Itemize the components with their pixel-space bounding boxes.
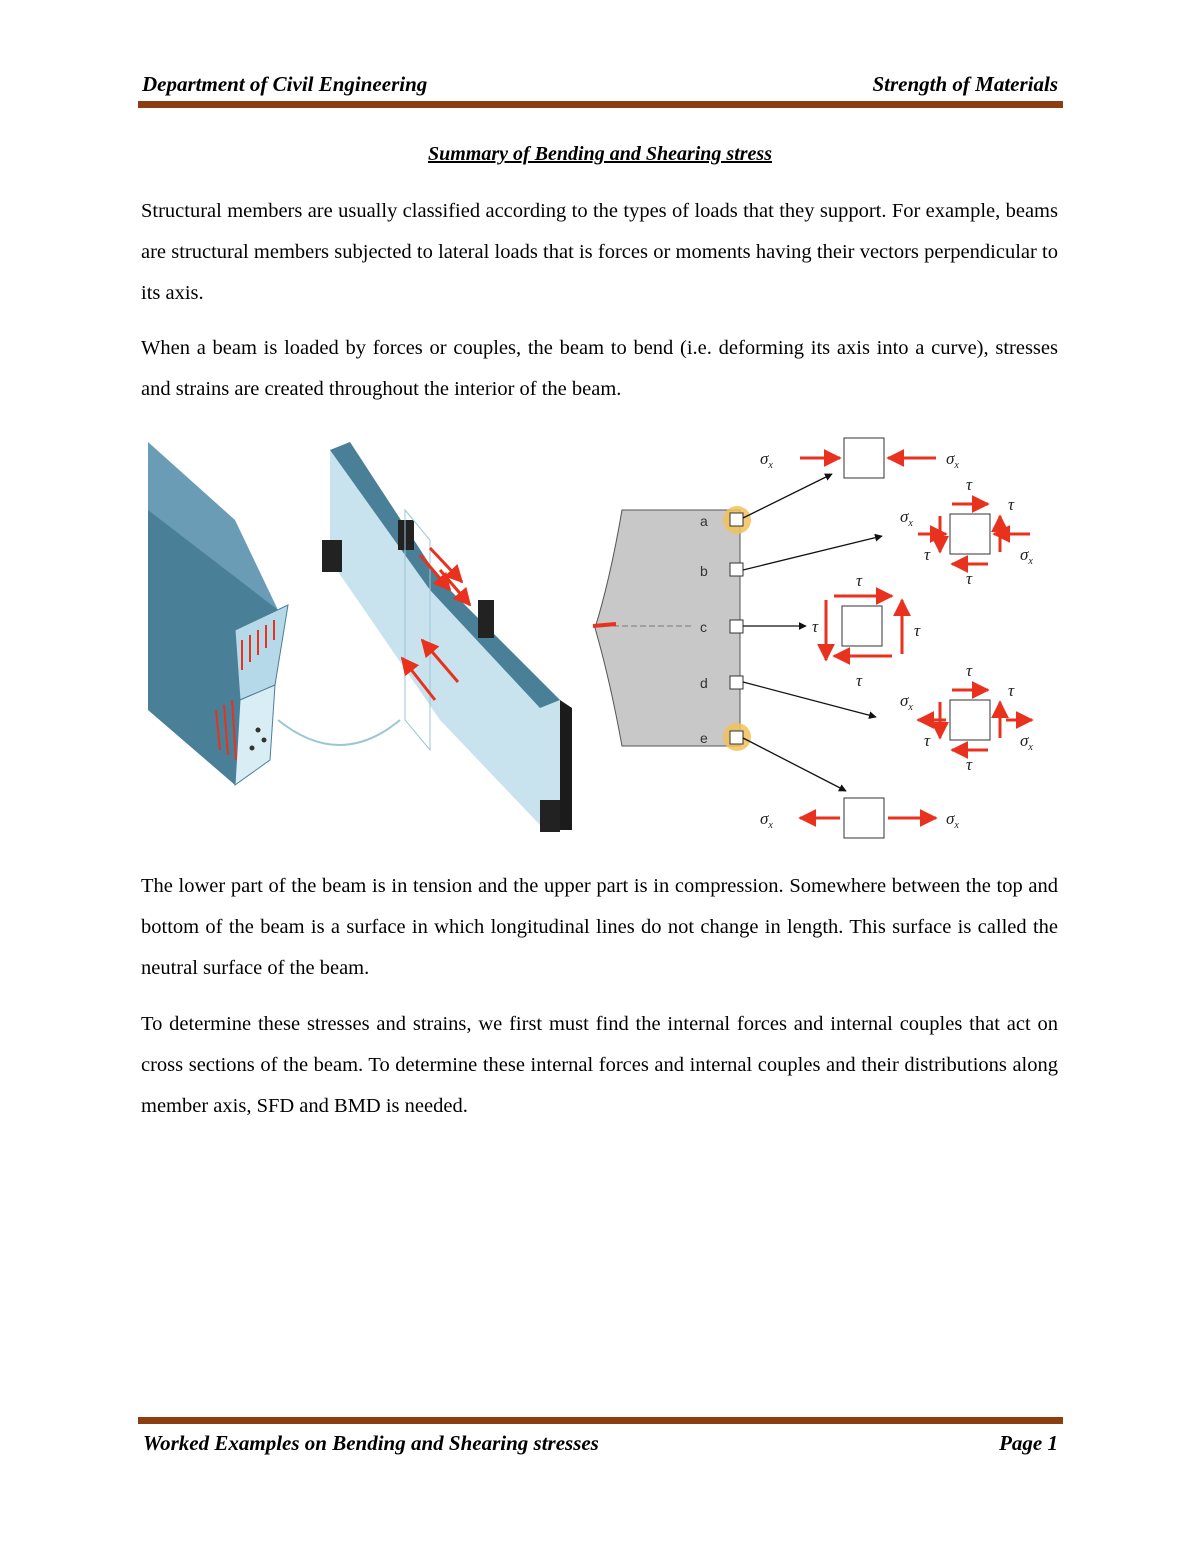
page-footer: [140, 1431, 1060, 1461]
page-number: Page 1: [999, 1431, 1058, 1455]
tau-label-b-top: τ: [966, 475, 973, 494]
tau-label-d-bottom: τ: [966, 755, 973, 774]
sigma-label-e-right: $\sigma_x$: [946, 809, 959, 831]
sigma-label-a-left: $\sigma_x$: [760, 449, 773, 471]
tau-label-c-top: τ: [856, 571, 863, 590]
stress-element-diagram: [593, 438, 1033, 838]
page-title: Summary of Bending and Shearing stress: [428, 143, 772, 165]
point-label-b: b: [700, 563, 708, 579]
beam-stress-figure: [140, 430, 1060, 850]
sigma-label-b-right: $\sigma_x$: [1020, 545, 1033, 567]
sigma-label-d-right: $\sigma_x$: [1020, 731, 1033, 753]
tau-label-c-left: τ: [812, 617, 819, 636]
paragraph-3: The lower part of the beam is in tension and the upper part is in compression. Somewhere between the top and bottom of the beam is a surface in which longitudinal lines do not change in length. This surface is called the neutral surface of the beam.: [141, 875, 1058, 979]
sigma-subscript: x: [1028, 742, 1033, 753]
tau-label-b-left: τ: [924, 545, 931, 564]
tau-label-d-left: τ: [924, 731, 931, 750]
sigma-subscript: x: [768, 460, 773, 471]
sigma-label-a-right: $\sigma_x$: [946, 449, 959, 471]
sigma-subscript: x: [908, 518, 913, 529]
sigma-subscript: x: [908, 702, 913, 713]
tau-label-b-right: τ: [1008, 495, 1015, 514]
paragraph-2: When a beam is loaded by forces or couples, the beam to bend (i.e. deforming its axis into a curve), stresses and strains are created throughout the interior of the beam.: [141, 337, 1058, 400]
header-rule: [138, 101, 1063, 108]
point-label-c: c: [700, 619, 707, 635]
page-header: [140, 72, 1060, 102]
tau-label-d-right: τ: [1008, 681, 1015, 700]
tau-label-b-bottom: τ: [966, 569, 973, 588]
point-label-e: e: [700, 730, 708, 746]
sigma-label-d-left: $\sigma_x$: [900, 691, 913, 713]
footer-rule: [138, 1417, 1063, 1424]
paragraph-1: Structural members are usually classified according to the types of loads that they support. For example, beams are structural members subjected to lateral loads that is forces or moments having their vectors perpendicular to its axis.: [141, 200, 1058, 304]
header-department: Department of Civil Engineering: [142, 72, 428, 96]
sigma-subscript: x: [954, 460, 959, 471]
sigma-label-e-left: $\sigma_x$: [760, 809, 773, 831]
paragraph-4: To determine these stresses and strains, we first must find the internal forces and internal couples that act on cross sections of the beam. To determine these internal forces and internal couples and their distributions along member axis, SFD and BMD is needed.: [141, 1013, 1058, 1117]
sigma-subscript: x: [954, 820, 959, 831]
point-label-d: d: [700, 675, 708, 691]
bent-beam: [322, 442, 572, 832]
sigma-subscript: x: [768, 820, 773, 831]
sigma-subscript: x: [1028, 556, 1033, 567]
footer-doc-title: Worked Examples on Bending and Shearing stresses: [143, 1431, 599, 1455]
header-subject: Strength of Materials: [872, 72, 1058, 96]
point-label-a: a: [700, 513, 708, 529]
sigma-label-b-left: $\sigma_x$: [900, 507, 913, 529]
tau-label-c-right: τ: [914, 621, 921, 640]
tau-label-d-top: τ: [966, 661, 973, 680]
tau-label-c-bottom: τ: [856, 671, 863, 690]
